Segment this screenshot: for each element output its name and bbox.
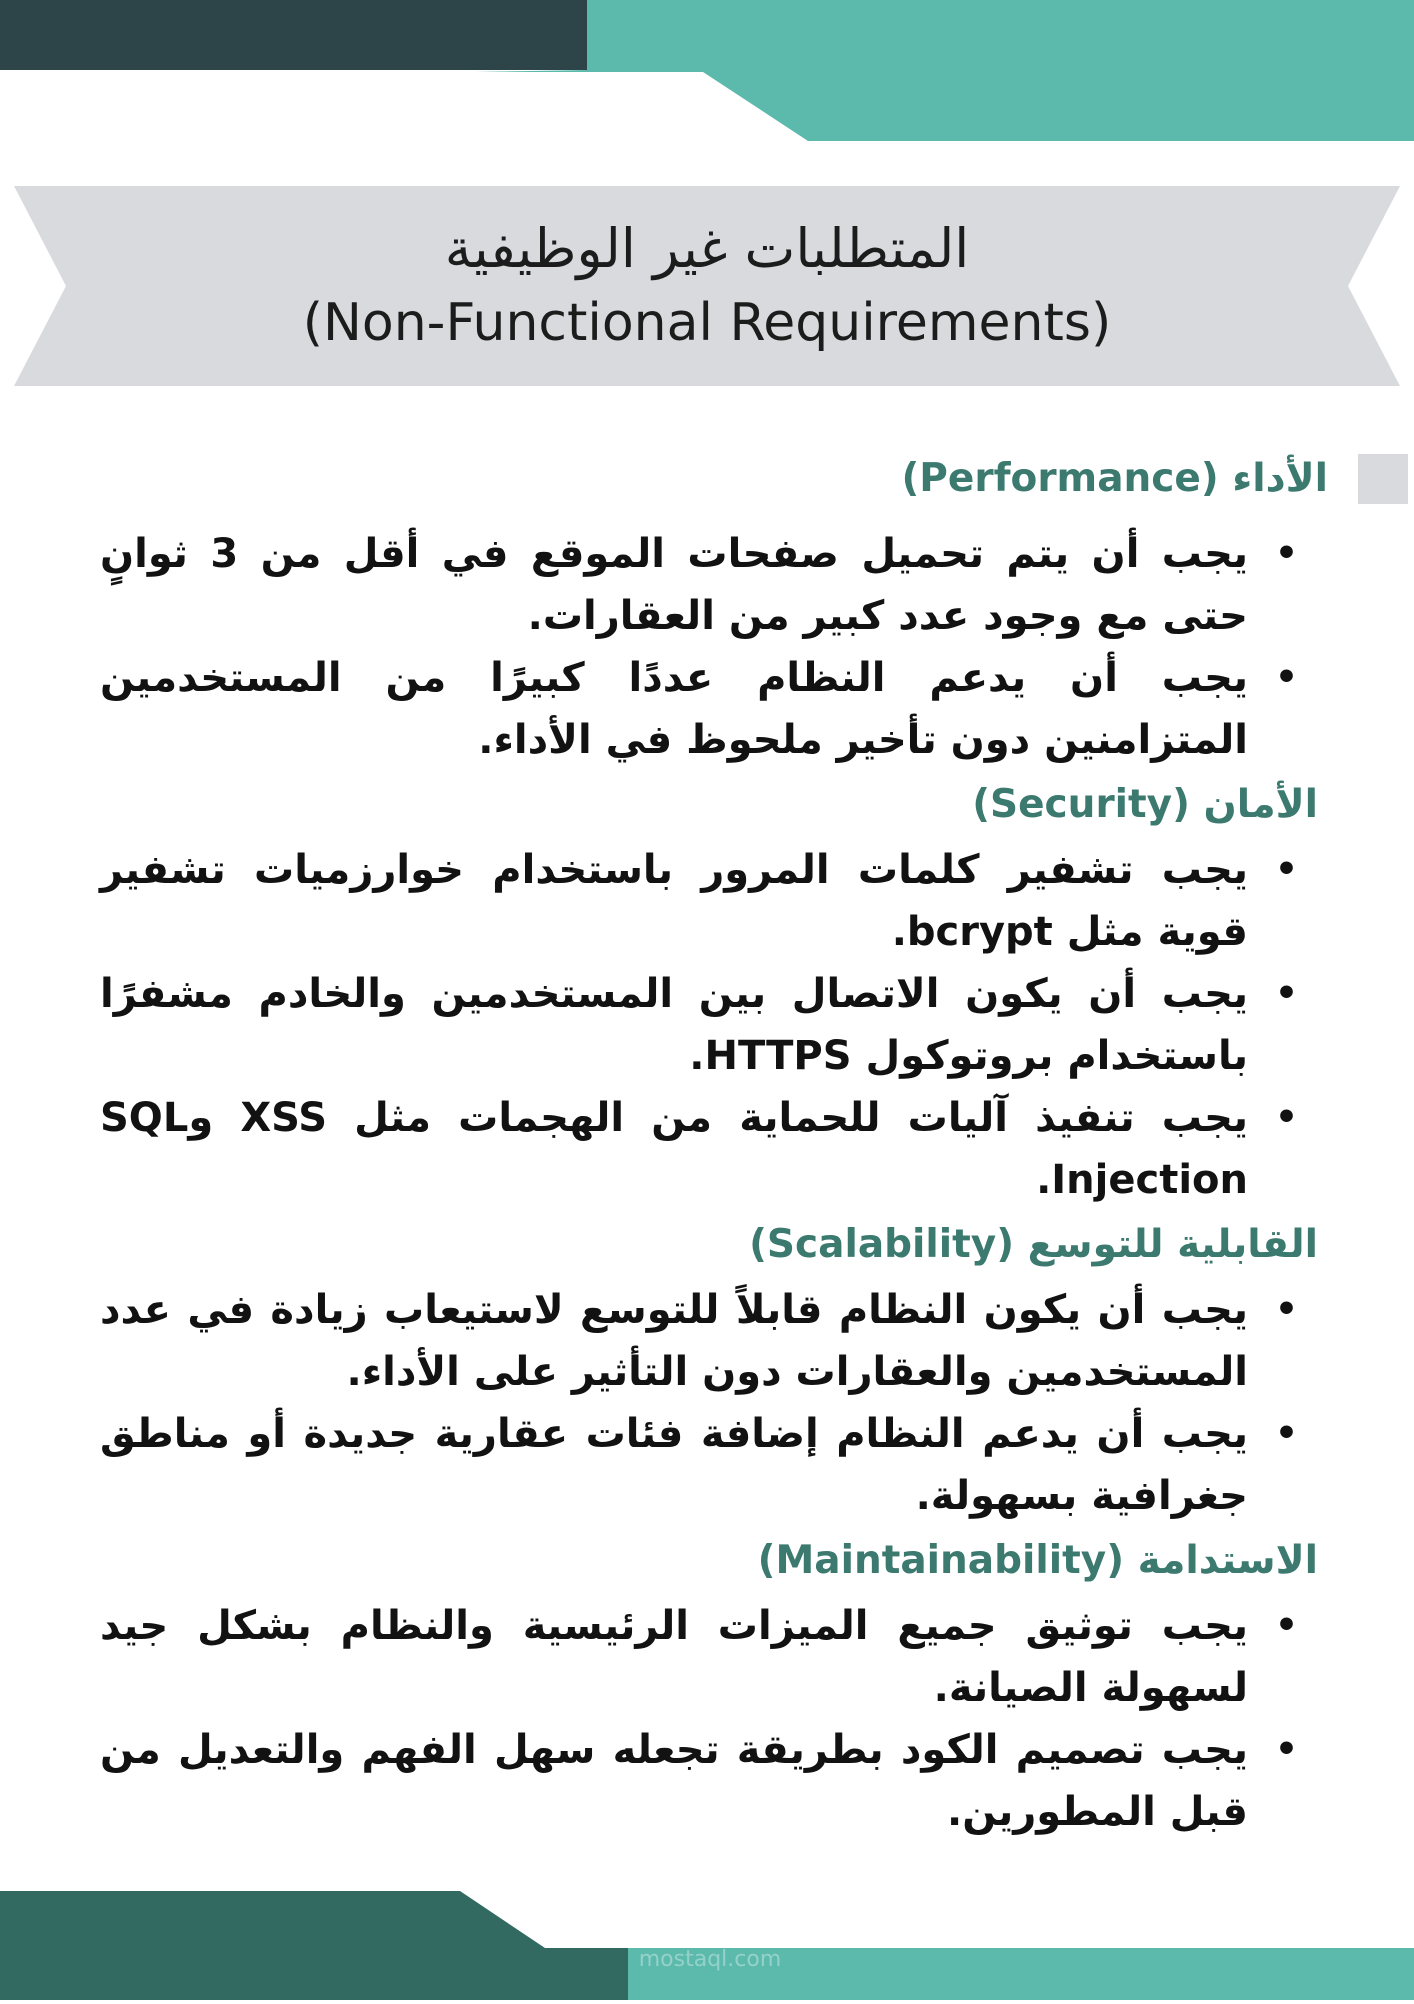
list-item: • يجب تصميم الكود بطريقة تجعله سهل الفهم والتعديل من قبل المطورين. <box>100 1719 1318 1843</box>
top-teal-shape <box>475 0 1414 141</box>
scalability-list <box>100 1279 1318 1527</box>
page-title-english: (Non-Functional Requirements) <box>302 293 1112 353</box>
section-header-security <box>100 771 1318 839</box>
section-header-scalability <box>100 1211 1318 1279</box>
maintainability-list <box>100 1595 1318 1843</box>
section-performance <box>100 445 1328 771</box>
list-item: • يجب تنفيذ آليات للحماية من الهجمات مثل XSS وSQL Injection. <box>100 1087 1318 1211</box>
top-dark-bar <box>0 0 587 70</box>
watermark-brand-url: mostaql.com <box>638 1947 782 1972</box>
section-title-performance: الأداء (Performance) <box>901 456 1328 501</box>
section-title-security: الأمان (Security) <box>972 782 1318 827</box>
watermark-brand-arabic: مستقل <box>607 1885 813 1950</box>
section-security <box>100 771 1318 1211</box>
top-decoration <box>0 0 1414 145</box>
list-item: • يجب تشفير كلمات المرور باستخدام خوارزميات تشفير قوية مثل bcrypt. <box>100 839 1318 963</box>
list-item: • يجب أن يدعم النظام إضافة فئات عقارية جديدة أو مناطق جغرافية بسهولة. <box>100 1403 1318 1527</box>
list-item: • يجب أن يكون الاتصال بين المستخدمين والخادم مشفرًا باستخدام بروتوكول HTTPS. <box>100 963 1318 1087</box>
page-title-arabic: المتطلبات غير الوظيفية <box>444 217 970 280</box>
list-item: • يجب أن يتم تحميل صفحات الموقع في أقل من 3 ثوانٍ حتى مع وجود عدد كبير من العقارات. <box>100 523 1318 647</box>
section-maintainability <box>100 1527 1318 1843</box>
title-banner <box>0 186 1414 386</box>
section-title-maintainability: الاستدامة (Maintainability) <box>757 1538 1318 1583</box>
performance-list <box>100 523 1318 771</box>
bottom-dark-shape <box>0 1891 628 2000</box>
square-icon <box>1358 454 1408 504</box>
section-scalability <box>100 1211 1318 1527</box>
list-item: • يجب توثيق جميع الميزات الرئيسية والنظام بشكل جيد لسهولة الصيانة. <box>100 1595 1318 1719</box>
watermark-logo <box>560 1885 860 1972</box>
security-list <box>100 839 1318 1211</box>
section-header-performance <box>100 445 1408 513</box>
requirements-content <box>100 445 1328 1843</box>
section-title-scalability: القابلية للتوسع (Scalability) <box>749 1222 1318 1267</box>
list-item: • يجب أن يدعم النظام عددًا كبيرًا من المستخدمين المتزامنين دون تأخير ملحوظ في الأداء. <box>100 647 1318 771</box>
list-item: • يجب أن يكون النظام قابلاً للتوسع لاستيعاب زيادة في عدد المستخدمين والعقارات دون التأثير على الأداء. <box>100 1279 1318 1403</box>
section-header-maintainability <box>100 1527 1318 1595</box>
